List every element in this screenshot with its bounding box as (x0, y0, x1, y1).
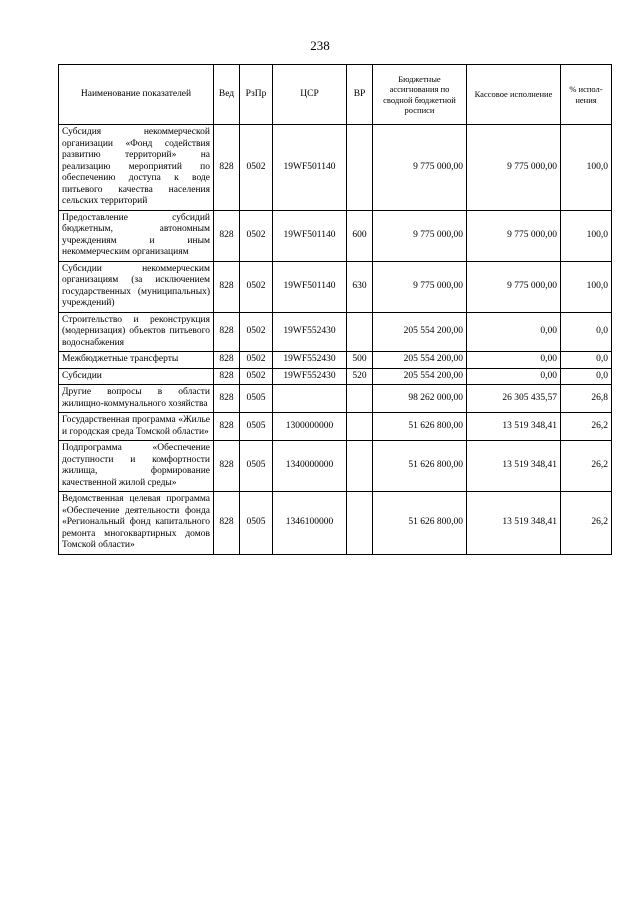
row-ved: 828 (214, 261, 240, 312)
header-name: Наименование показателей (59, 65, 214, 125)
row-rzpr: 0502 (240, 352, 273, 369)
row-percent: 0,0 (561, 368, 612, 385)
row-vr (347, 125, 373, 211)
row-ved: 828 (214, 368, 240, 385)
row-cash: 0,00 (467, 312, 561, 352)
row-cash: 9 775 000,00 (467, 125, 561, 211)
row-cash: 26 305 435,57 (467, 385, 561, 413)
row-cash: 13 519 348,41 (467, 441, 561, 492)
header-ved: Вед (214, 65, 240, 125)
row-csr: 19WF501140 (273, 125, 347, 211)
row-cash: 13 519 348,41 (467, 492, 561, 555)
row-percent: 26,8 (561, 385, 612, 413)
row-name: Строительство и реконструкция (модернизация) объектов питьевого водоснабжения (59, 312, 214, 352)
row-ved: 828 (214, 441, 240, 492)
row-budget: 9 775 000,00 (373, 261, 467, 312)
table-row (59, 261, 612, 312)
row-name: Другие вопросы в области жилищно-коммунального хозяйства (59, 385, 214, 413)
row-ved: 828 (214, 352, 240, 369)
row-csr: 19WF501140 (273, 261, 347, 312)
row-budget: 9 775 000,00 (373, 210, 467, 261)
row-vr (347, 413, 373, 441)
row-name: Субсидии некоммерческим организациям (за исключением государственных (муниципальных) учреждений) (59, 261, 214, 312)
row-csr: 19WF552430 (273, 312, 347, 352)
row-name: Субсидия некоммерческой организации «Фонд содействия развитию территорий» на реализацию мероприятий по обеспечению доступа к воде питьевого качества населения сельских территорий (59, 125, 214, 211)
row-cash: 9 775 000,00 (467, 210, 561, 261)
row-ved: 828 (214, 413, 240, 441)
budget-execution-table (58, 64, 612, 555)
row-cash: 0,00 (467, 352, 561, 369)
row-csr (273, 385, 347, 413)
row-vr: 520 (347, 368, 373, 385)
row-budget: 51 626 800,00 (373, 492, 467, 555)
row-csr: 1300000000 (273, 413, 347, 441)
row-rzpr: 0502 (240, 312, 273, 352)
header-cash: Кассовое исполнение (467, 65, 561, 125)
header-budget: Бюджетные ассигнования по сводной бюджетной росписи (373, 65, 467, 125)
row-percent: 100,0 (561, 125, 612, 211)
row-rzpr: 0502 (240, 261, 273, 312)
row-vr (347, 492, 373, 555)
row-rzpr: 0505 (240, 492, 273, 555)
row-csr: 1340000000 (273, 441, 347, 492)
table-row (59, 441, 612, 492)
row-ved: 828 (214, 492, 240, 555)
table-header-row (59, 65, 612, 125)
row-percent: 100,0 (561, 210, 612, 261)
row-name: Межбюджетные трансферты (59, 352, 214, 369)
row-budget: 205 554 200,00 (373, 312, 467, 352)
table-row (59, 385, 612, 413)
row-cash: 0,00 (467, 368, 561, 385)
table-row (59, 210, 612, 261)
row-ved: 828 (214, 210, 240, 261)
page-number: 238 (310, 38, 330, 53)
row-rzpr: 0502 (240, 210, 273, 261)
row-rzpr: 0502 (240, 125, 273, 211)
header-rzpr: РзПр (240, 65, 273, 125)
table-row (59, 352, 612, 369)
row-vr: 500 (347, 352, 373, 369)
row-name: Субсидии (59, 368, 214, 385)
row-rzpr: 0505 (240, 413, 273, 441)
row-vr: 600 (347, 210, 373, 261)
row-csr: 19WF501140 (273, 210, 347, 261)
table-row (59, 413, 612, 441)
row-vr (347, 385, 373, 413)
row-percent: 0,0 (561, 352, 612, 369)
row-vr (347, 312, 373, 352)
row-name: Подпрограмма «Обеспечение доступности и комфортности жилища, формирование качественной жилой среды» (59, 441, 214, 492)
row-percent: 26,2 (561, 441, 612, 492)
row-csr: 1346100000 (273, 492, 347, 555)
row-budget: 51 626 800,00 (373, 413, 467, 441)
row-budget: 51 626 800,00 (373, 441, 467, 492)
row-csr: 19WF552430 (273, 352, 347, 369)
row-csr: 19WF552430 (273, 368, 347, 385)
header-csr: ЦСР (273, 65, 347, 125)
row-percent: 0,0 (561, 312, 612, 352)
row-name: Предоставление субсидий бюджетным, автономным учреждениям и иным некоммерческим организациям (59, 210, 214, 261)
row-percent: 100,0 (561, 261, 612, 312)
row-name: Ведомственная целевая программа «Обеспечение деятельности фонда «Региональный фонд капитального ремонта многоквартирных домов Томской области» (59, 492, 214, 555)
row-ved: 828 (214, 125, 240, 211)
table-row (59, 312, 612, 352)
row-percent: 26,2 (561, 492, 612, 555)
row-rzpr: 0505 (240, 441, 273, 492)
header-percent: % испол-нения (561, 65, 612, 125)
row-budget: 9 775 000,00 (373, 125, 467, 211)
row-percent: 26,2 (561, 413, 612, 441)
row-vr: 630 (347, 261, 373, 312)
row-cash: 13 519 348,41 (467, 413, 561, 441)
row-ved: 828 (214, 385, 240, 413)
row-vr (347, 441, 373, 492)
row-cash: 9 775 000,00 (467, 261, 561, 312)
row-budget: 98 262 000,00 (373, 385, 467, 413)
table-row (59, 125, 612, 211)
row-budget: 205 554 200,00 (373, 368, 467, 385)
row-name: Государственная программа «Жилье и городская среда Томской области» (59, 413, 214, 441)
table-row (59, 368, 612, 385)
row-budget: 205 554 200,00 (373, 352, 467, 369)
table-row (59, 492, 612, 555)
header-vr: ВР (347, 65, 373, 125)
row-rzpr: 0502 (240, 368, 273, 385)
row-rzpr: 0505 (240, 385, 273, 413)
row-ved: 828 (214, 312, 240, 352)
